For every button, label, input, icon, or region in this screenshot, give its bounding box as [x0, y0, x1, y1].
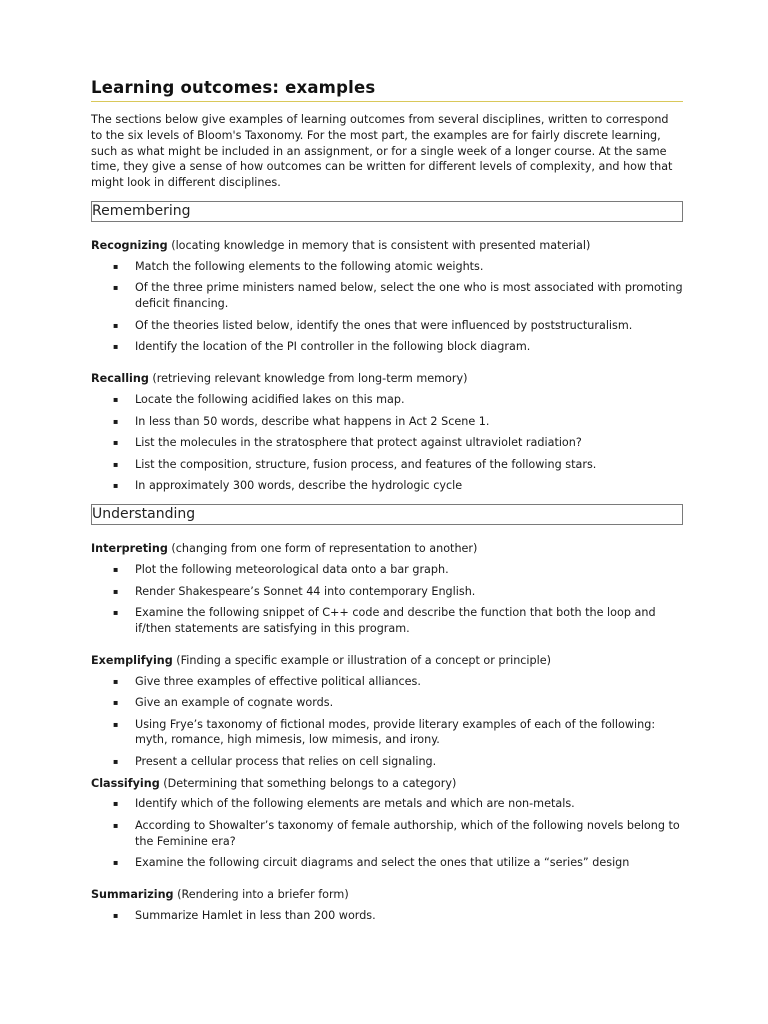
square-bullet-icon: ▪	[113, 438, 119, 448]
list-item	[91, 674, 683, 690]
square-bullet-icon: ▪	[113, 757, 119, 767]
list-item-text: Render Shakespeare’s Sonnet 44 into contemporary English.	[135, 584, 476, 598]
section-heading-label: Remembering	[92, 202, 191, 219]
subheading-term: Exemplifying	[91, 653, 173, 667]
square-bullet-icon: ▪	[113, 586, 119, 596]
list-item	[91, 457, 683, 473]
list-item-text: Locate the following acidified lakes on this map.	[135, 392, 405, 406]
square-bullet-icon: ▪	[113, 799, 119, 809]
list-item	[91, 584, 683, 600]
list-item	[91, 855, 683, 871]
square-bullet-icon: ▪	[113, 416, 119, 426]
list-item	[91, 754, 683, 770]
list-item-text: Give three examples of effective political alliances.	[135, 674, 421, 688]
subheading-description: (changing from one form of representation to another)	[167, 542, 478, 556]
square-bullet-icon: ▪	[113, 342, 119, 352]
intro-paragraph: The sections below give examples of learning outcomes from several disciplines, written to correspond to the six levels of Bloom's Taxonomy. For the most part, the examples are for fairly discrete learning, such as what might be included in an assignment, or for a single week of a longer course. At the same time, they give a sense of how outcomes can be written for different levels of complexity, and how that might look in different disciplines.	[91, 113, 673, 190]
sections-container	[91, 201, 683, 924]
subheading-description: (locating knowledge in memory that is consistent with presented material)	[167, 238, 591, 252]
square-bullet-icon: ▪	[113, 481, 119, 491]
square-bullet-icon: ▪	[113, 858, 119, 868]
list-item-text: Present a cellular process that relies on cell signaling.	[135, 755, 437, 769]
square-bullet-icon: ▪	[113, 698, 119, 708]
list-item-text: List the composition, structure, fusion process, and features of the following stars.	[135, 457, 597, 471]
subheading-description: (Determining that something belongs to a category)	[159, 776, 457, 790]
list-item	[91, 339, 683, 355]
square-bullet-icon: ▪	[113, 676, 119, 686]
bullet-list	[91, 392, 683, 494]
list-item-text: Match the following elements to the following atomic weights.	[135, 259, 484, 273]
list-item-text: Examine the following snippet of C++ code and describe the function that both the loop and if/then statements are satisfying in this program.	[135, 606, 656, 635]
subheading-summarizing	[91, 887, 683, 903]
subheading-classifying	[91, 776, 683, 792]
list-item-text: Of the theories listed below, identify the ones that were influenced by poststructuralism.	[135, 318, 633, 332]
square-bullet-icon: ▪	[113, 283, 119, 293]
list-item-text: Summarize Hamlet in less than 200 words.	[135, 909, 376, 923]
list-item	[91, 695, 683, 711]
subheading-description: (retrieving relevant knowledge from long-term memory)	[148, 372, 468, 386]
list-item	[91, 392, 683, 408]
subheading-description: (Rendering into a briefer form)	[173, 888, 349, 902]
square-bullet-icon: ▪	[113, 821, 119, 831]
subheading-exemplifying	[91, 653, 683, 669]
subheading-term: Recognizing	[91, 238, 168, 252]
square-bullet-icon: ▪	[113, 564, 119, 574]
list-item	[91, 562, 683, 578]
list-item-text: Give an example of cognate words.	[135, 696, 334, 710]
bullet-list	[91, 908, 683, 924]
list-item-text: In approximately 300 words, describe the hydrologic cycle	[135, 479, 463, 493]
square-bullet-icon: ▪	[113, 719, 119, 729]
subheading-recognizing	[91, 238, 683, 254]
square-bullet-icon: ▪	[113, 394, 119, 404]
list-item	[91, 717, 683, 749]
list-item-text: In less than 50 words, describe what happens in Act 2 Scene 1.	[135, 414, 490, 428]
subheading-interpreting	[91, 541, 683, 557]
document-page	[91, 78, 683, 930]
list-item	[91, 796, 683, 812]
section-heading-understanding	[91, 504, 683, 525]
list-item-text: Using Frye’s taxonomy of fictional modes, provide literary examples of each of the following: myth, romance, high mimesis, low mimesis, and irony.	[135, 717, 656, 747]
bullet-list	[91, 562, 683, 637]
square-bullet-icon: ▪	[113, 320, 119, 330]
bullet-list	[91, 796, 683, 871]
subheading-term: Interpreting	[91, 542, 168, 556]
square-bullet-icon: ▪	[113, 459, 119, 469]
list-item	[91, 818, 683, 850]
bullet-list	[91, 674, 683, 770]
list-item	[91, 435, 683, 451]
list-item	[91, 908, 683, 924]
section-heading-label: Understanding	[92, 506, 196, 523]
square-bullet-icon: ▪	[113, 608, 119, 618]
list-item	[91, 414, 683, 430]
subheading-recalling	[91, 371, 683, 387]
list-item-text: Examine the following circuit diagrams and select the ones that utilize a “series” design	[135, 856, 630, 870]
list-item-text: Plot the following meteorological data onto a bar graph.	[135, 562, 449, 576]
page-title: Learning outcomes: examples	[91, 78, 683, 102]
subheading-term: Classifying	[91, 776, 160, 790]
subheading-term: Summarizing	[91, 888, 174, 902]
subheading-description: (Finding a specific example or illustration of a concept or principle)	[172, 653, 551, 667]
list-item-text: Of the three prime ministers named below, select the one who is most associated with promoting deficit financing.	[135, 281, 683, 311]
list-item-text: Identify the location of the PI controller in the following block diagram.	[135, 340, 531, 354]
list-item-text: According to Showalter’s taxonomy of female authorship, which of the following novels belong to the Feminine era?	[135, 819, 680, 848]
square-bullet-icon: ▪	[113, 911, 119, 921]
list-item	[91, 478, 683, 494]
list-item	[91, 318, 683, 334]
list-item-text: Identify which of the following elements are metals and which are non-metals.	[135, 797, 575, 811]
list-item-text: List the molecules in the stratosphere that protect against ultraviolet radiation?	[135, 436, 582, 450]
subheading-term: Recalling	[91, 372, 149, 386]
square-bullet-icon: ▪	[113, 261, 119, 271]
list-item	[91, 280, 683, 312]
section-heading-remembering	[91, 201, 683, 222]
bullet-list	[91, 259, 683, 355]
list-item	[91, 259, 683, 275]
list-item	[91, 605, 683, 637]
